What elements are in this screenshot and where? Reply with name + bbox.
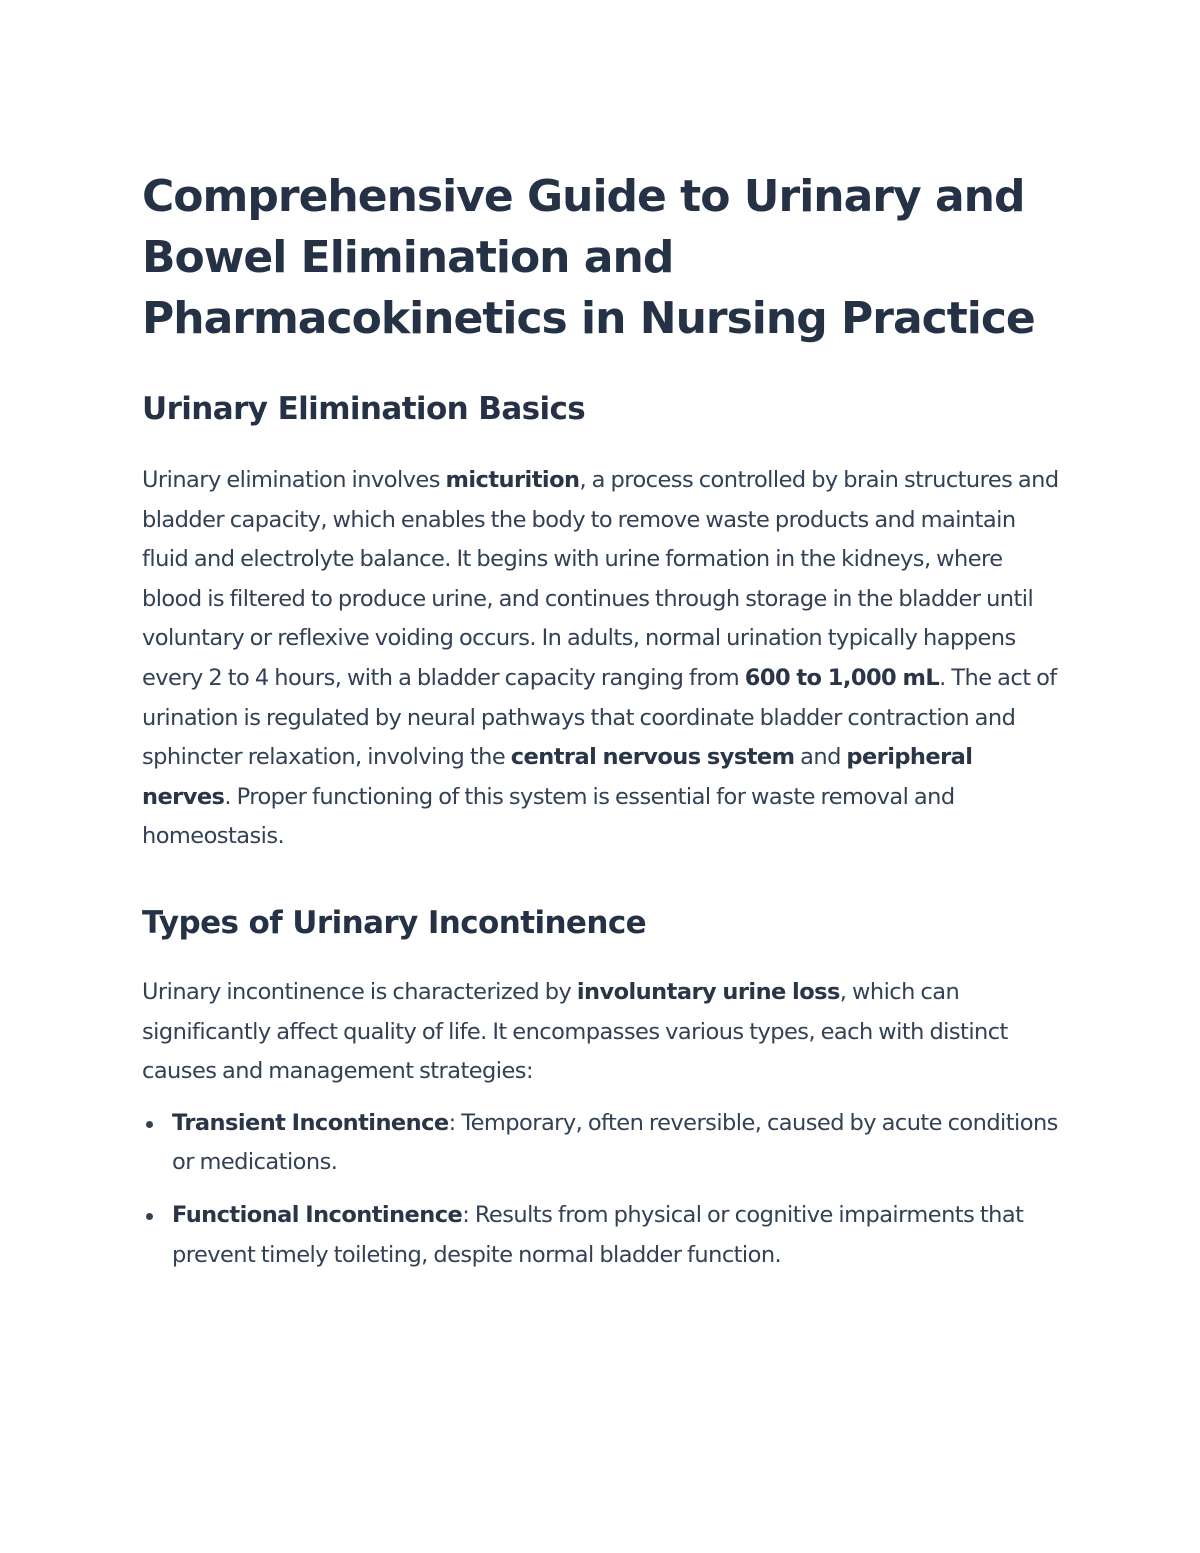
list-item-text: : Temporary, often reversible, caused by acute conditions or medications. [172,1109,1058,1176]
text-run: . Proper functioning of this system is essential for waste removal and homeostasis. [142,783,955,850]
bold-term-micturition: micturition [445,467,580,493]
document-page [142,166,1062,1288]
section-heading-types-of-urinary-incontinence: Types of Urinary Incontinence [142,904,647,941]
bold-term-bladder-capacity: 600 to 1,000 mL [744,664,940,691]
document-title: Comprehensive Guide to Urinary and Bowel Elimination and Pharmacokinetics in Nursing Practice [142,171,1035,344]
text-run: Urinary incontinence is characterized by [142,978,577,1005]
incontinence-types-list [142,1104,1062,1275]
urinary-elimination-paragraph [142,461,1062,857]
bold-term-central-nervous-system: central nervous system [510,744,795,771]
incontinence-intro-paragraph [142,973,1062,1092]
list-item [142,1196,1062,1275]
list-item-term: Transient Incontinence [172,1109,449,1136]
list-item [142,1104,1062,1183]
bold-term-involuntary-urine-loss: involuntary urine loss [576,978,840,1005]
text-run: , a process controlled by brain structures and bladder capacity, which enables the body to remove waste products and maintain fluid and electrolyte balance. It begins with urine formation in the kidneys, where blood is filtered to produce urine, and continues through storage in the bladder until voluntary or reflexive voiding occurs. In adults, normal urination typically happens every 2 to 4 hours, with a bladder capacity ranging from [142,467,1059,691]
text-run: and [794,744,847,771]
list-item-term: Functional Incontinence [172,1201,463,1228]
section-heading-urinary-elimination-basics: Urinary Elimination Basics [142,391,586,427]
bold-term-peripheral-nerves: peripheral nerves [142,744,973,810]
text-run: Urinary elimination involves [142,467,446,493]
text-run: . The act of urination is regulated by neural pathways that coordinate bladder contraction and sphincter relaxation, involving the [142,664,1057,771]
text-run: , which can significantly affect quality of life. It encompasses various types, each with distinct causes and management strategies: [142,978,1008,1085]
list-item-text: : Results from physical or cognitive impairments that prevent timely toileting, despite normal bladder function. [172,1201,1024,1268]
